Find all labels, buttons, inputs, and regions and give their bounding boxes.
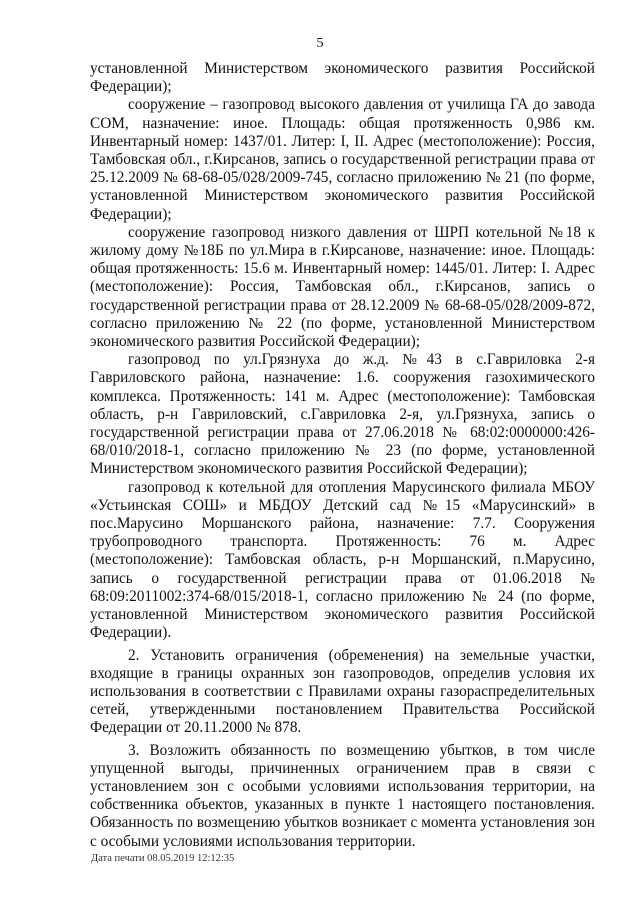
document-body [90, 60, 595, 851]
print-date-footer [91, 853, 234, 864]
print-date-label: Дата печати [91, 853, 145, 864]
paragraph-low-pressure-pipeline: сооружение газопровод низкого давления от ШРП котельной №18 к жилому дому №18Б по ул.Мира в г.Кирсанове, назначение: иное. Площадь: общая протяженность: 15.6 м. Инвентарный номер: 1445/01. Литер: I. Адрес (местоположение): Россия, Тамбовская обл., г.Кирсанов, запись о государственной регистрации права от 28.12.2009 № 68-68-05/028/2009-872, согласно приложению № 22 (по форме, установленной Министерством экономического развития Российской Федерации); [90, 223, 595, 351]
paragraph-clause-3-compensation: 3. Возложить обязанность по возмещению убытков, в том числе упущенной выгоды, причиненных ограничением прав в связи с установлением зон с особыми условиями использования территории, на собственника объектов, указанных в пункте 1 настоящего постановления. Обязанность по возмещению убытков возникает с момента установления зон с особыми условиями использования территории. [90, 741, 595, 850]
paragraph-clause-2-restrictions: 2. Установить ограничения (обременения) на земельные участки, входящие в границы охранных зон газопроводов, определив условия их использования в соответствии с Правилами охраны газораспределительных сетей, утвержденными постановлением Правительства Российской Федерации от 20.11.2000 № 878. [90, 646, 595, 737]
paragraph-high-pressure-pipeline: сооружение – газопровод высокого давления от училища ГА до завода СОМ, назначение: иное. Площадь: общая протяженность 0,986 км. Инвентарный номер: 1437/01. Литер: I, II. Адрес (местоположение): Россия, Тамбовская обл., г.Кирсанов, запись о государственной регистрации права от 25.12.2009 № 68-68-05/028/2009-745, согласно приложению № 21 (по форме, установленной Министерством экономического развития Российской Федерации); [90, 96, 595, 223]
paragraph-ministry-continuation: установленной Министерством экономического развития Российской Федерации); [90, 60, 595, 96]
print-date-value: 08.05.2019 12:12:35 [147, 853, 235, 864]
page-number: 5 [316, 36, 324, 51]
paragraph-gryaznukha-pipeline: газопровод по ул.Грязнуха до ж.д. №43 в с.Гавриловка 2-я Гавриловского района, назначение: 1.6. сооружения газохимического комплекса. Протяженность: 141 м. Адрес (местоположение): Тамбовская область, р-н Гавриловский, с.Гавриловка 2-я, ул.Грязнуха, запись о государственной регистрации права от 27.06.2018 № 68:02:0000000:426-68/010/2018-1, согласно приложению № 23 (по форме, установленной Министерством экономического развития Российской Федерации); [90, 351, 595, 478]
paragraph-marusino-pipeline: газопровод к котельной для отопления Марусинского филиала МБОУ «Устьинская СОШ» и МБДОУ Детский сад №15 «Марусинский» в пос.Марусино Моршанского района, назначение: 7.7. Сооружения трубопроводного транспорта. Протяженность: 76 м. Адрес (местоположение): Тамбовская область, р-н Моршанский, п.Марусино, запись о государственной регистрации права от 01.06.2018 № 68:09:2011002:374-68/015/2018-1, согласно приложению № 24 (по форме, установленной Министерством экономического развития Российской Федерации). [90, 478, 595, 642]
